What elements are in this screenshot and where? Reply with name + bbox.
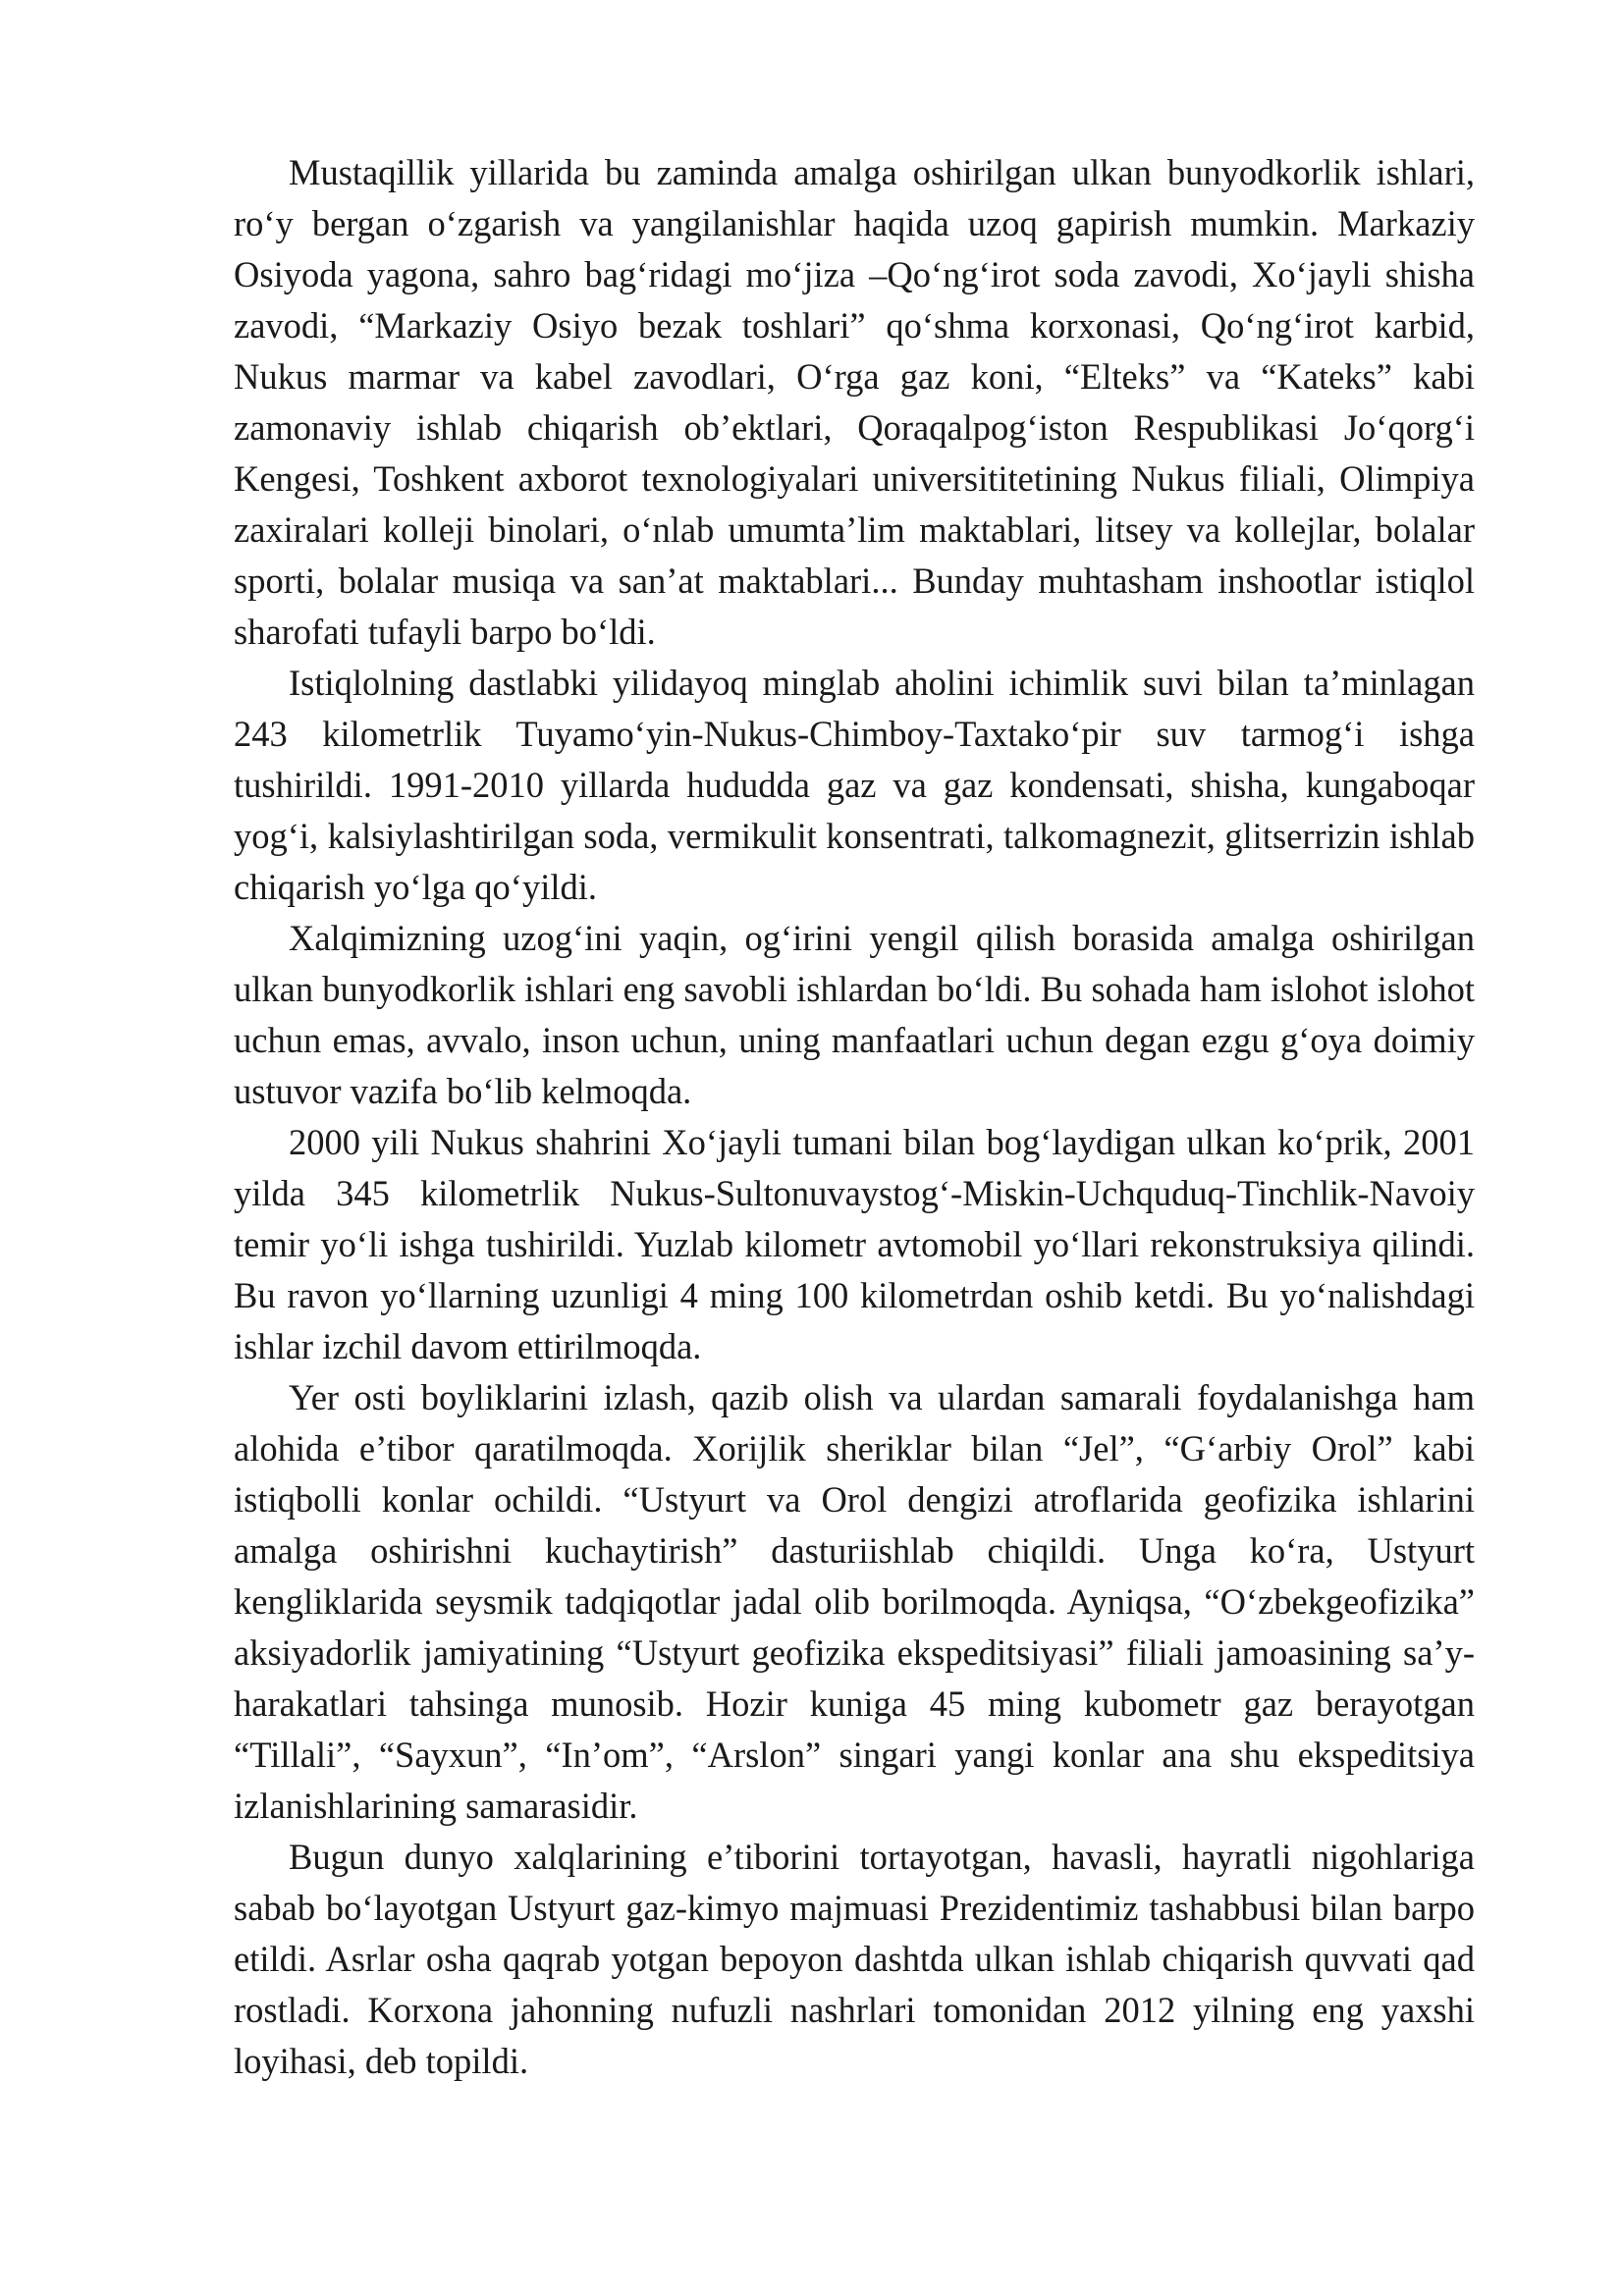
- paragraph-5: Yer osti boyliklarini izlash, qazib olish va ulardan samarali foydalanishga ham alohida e’tibor qaratilmoqda. Xorijlik sheriklar bilan “Jel”, “G‘arbiy Orol” kabi istiqbolli konlar ochildi. “Ustyurt va Orol dengizi atroflarida geofizika ishlarini amalga oshirishni kuchaytirish” dasturiishlab chiqildi. Unga ko‘ra, Ustyurt kengliklarida seysmik tadqiqotlar jadal olib borilmoqda. Ayniqsa, “O‘zbekgeofizika” aksiyadorlik jamiyatining “Ustyurt geofizika ekspeditsiyasi” filiali jamoasining sa’y-harakatlari tahsinga munosib. Hozir kuniga 45 ming kubometr gaz berayotgan “Tillali”, “Sayxun”, “In’om”, “Arslon” singari yangi konlar ana shu ekspeditsiya izlanishlarining samarasidir.: [234, 1377, 1475, 1826]
- paragraph-6: Bugun dunyo xalqlarining e’tiborini tortayotgan, havasli, hayratli nigohlariga sabab bo‘layotgan Ustyurt gaz-kimyo majmuasi Prezidentimiz tashabbusi bilan barpo etildi. Asrlar osha qaqrab yotgan bepoyon dashtda ulkan ishlab chiqarish quvvati qad rostladi. Korxona jahonning nufuzli nashrlari tomonidan 2012 yilning eng yaxshi loyihasi, deb topildi.: [234, 1837, 1475, 2081]
- paragraph-1: Mustaqillik yillarida bu zaminda amalga oshirilgan ulkan bunyodkorlik ishlari, ro‘y bergan o‘zgarish va yangilanishlar haqida uzoq gapirish mumkin. Markaziy Osiyoda yagona, sahro bag‘ridagi mo‘jiza –Qo‘ng‘irot soda zavodi, Xo‘jayli shisha zavodi, “Markaziy Osiyo bezak toshlari” qo‘shma korxonasi, Qo‘ng‘irot karbid, Nukus marmar va kabel zavodlari, O‘rga gaz koni, “Elteks” va “Kateks” kabi zamonaviy ishlab chiqarish ob’ektlari, Qoraqalpog‘iston Respublikasi Jo‘qorg‘i Kengesi, Toshkent axborot texnologiyalari universititetining Nukus filiali, Olimpiya zaxiralari kolleji binolari, o‘nlab umumta’lim maktablari, litsey va kollejlar, bolalar sporti, bolalar musiqa va san’at maktablari... Bunday muhtasham inshootlar istiqlol sharofati tufayli barpo bo‘ldi.: [234, 152, 1475, 652]
- paragraph-4: 2000 yili Nukus shahrini Xo‘jayli tumani bilan bog‘laydigan ulkan ko‘prik, 2001 yilda 345 kilometrlik Nukus-Sultonuvaystog‘-Miskin-Uchquduq-Tinchlik-Navoiy temir yo‘li ishga tushirildi. Yuzlab kilometr avtomobil yo‘llari rekonstruksiya qilindi. Bu ravon yo‘llarning uzunligi 4 ming 100 kilometrdan oshib ketdi. Bu yo‘nalishdagi ishlar izchil davom ettirilmoqda.: [234, 1122, 1475, 1366]
- paragraph-3: Xalqimizning uzog‘ini yaqin, og‘irini yengil qilish borasida amalga oshirilgan ulkan bunyodkorlik ishlari eng savobli ishlardan bo‘ldi. Bu sohada ham islohot islohot uchun emas, avvalo, inson uchun, uning manfaatlari uchun degan ezgu g‘oya doimiy ustuvor vazifa bo‘lib kelmoqda.: [234, 918, 1475, 1111]
- paragraph-2: Istiqlolning dastlabki yilidayoq minglab aholini ichimlik suvi bilan ta’minlagan 243 kilometrlik Tuyamo‘yin-Nukus-Chimboy-Taxtako‘pir suv tarmog‘i ishga tushirildi. 1991-2010 yillarda hududda gaz va gaz kondensati, shisha, kungaboqar yog‘i, kalsiylashtirilgan soda, vermikulit konsentrati, talkomagnezit, glitserrizin ishlab chiqarish yo‘lga qo‘yildi.: [234, 663, 1475, 907]
- document-page: [234, 147, 1475, 2087]
